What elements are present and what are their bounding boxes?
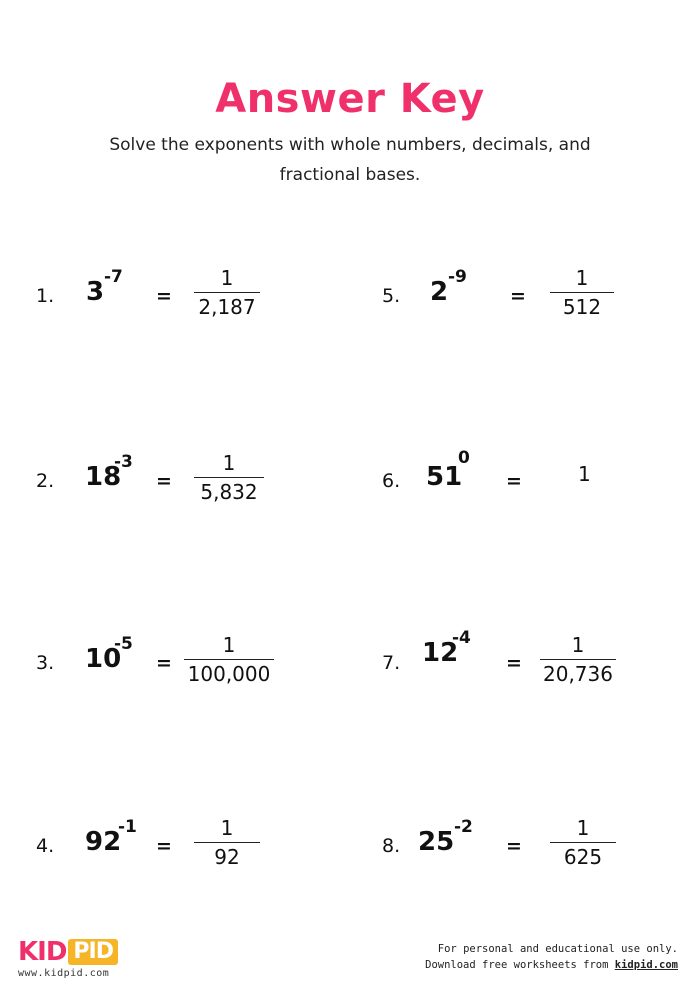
exponent: -2 xyxy=(454,817,473,837)
problem-number: 7. xyxy=(382,652,401,674)
equals-sign: = xyxy=(156,470,172,492)
denominator: 92 xyxy=(214,845,240,869)
logo-wordmark xyxy=(18,938,118,966)
problem-4 xyxy=(36,795,336,875)
download-text: Download free worksheets from xyxy=(425,959,615,971)
numerator: 1 xyxy=(575,266,589,290)
fraction-bar xyxy=(194,477,264,478)
download-note xyxy=(425,957,678,973)
equals-sign: = xyxy=(506,470,522,492)
base: 92 xyxy=(85,827,122,857)
fraction-bar xyxy=(194,292,260,293)
base: 12 xyxy=(422,638,459,668)
usage-note: For personal and educational use only. xyxy=(437,943,678,955)
problem-number: 8. xyxy=(382,835,401,857)
kidpid-logo xyxy=(18,938,118,979)
fraction-bar xyxy=(194,842,260,843)
denominator: 20,736 xyxy=(543,662,613,686)
answer-fraction xyxy=(550,266,614,319)
denominator: 2,187 xyxy=(198,295,256,319)
exponent: -7 xyxy=(104,267,123,287)
exponent: -9 xyxy=(448,267,467,287)
numerator: 1 xyxy=(571,633,585,657)
problem-8 xyxy=(382,795,682,875)
answer-fraction xyxy=(194,816,260,869)
logo-pid: PID xyxy=(68,939,118,965)
equals-sign: = xyxy=(506,652,522,674)
problem-2 xyxy=(36,430,336,510)
numerator: 1 xyxy=(220,266,234,290)
numerator: 1 xyxy=(222,451,236,475)
numerator: 1 xyxy=(576,816,590,840)
exponent: 0 xyxy=(458,448,470,468)
base: 25 xyxy=(418,827,455,857)
problem-1 xyxy=(36,245,336,325)
problem-number: 3. xyxy=(36,652,55,674)
problem-number: 4. xyxy=(36,835,55,857)
exponent: -5 xyxy=(114,634,133,654)
answer-fraction xyxy=(194,451,264,504)
base: 10 xyxy=(85,644,122,674)
problem-6 xyxy=(382,430,682,510)
logo-kid: KID xyxy=(18,937,67,967)
problem-number: 6. xyxy=(382,470,401,492)
kidpid-link[interactable]: kidpid.com xyxy=(614,959,678,971)
denominator: 100,000 xyxy=(187,662,271,686)
fraction-bar xyxy=(540,659,616,660)
instructions: Solve the exponents with whole numbers, decimals, and fractional bases. xyxy=(109,135,591,185)
problem-number: 5. xyxy=(382,285,401,307)
answer-fraction xyxy=(540,633,616,686)
problem-3 xyxy=(36,612,336,692)
logo-url: www.kidpid.com xyxy=(18,968,110,979)
equals-sign: = xyxy=(506,835,522,857)
problem-5 xyxy=(382,245,682,325)
exponent: -4 xyxy=(452,628,471,648)
answer-fraction xyxy=(194,266,260,319)
fraction-bar xyxy=(550,292,614,293)
equals-sign: = xyxy=(510,285,526,307)
problem-number: 1. xyxy=(36,285,55,307)
denominator: 5,832 xyxy=(200,480,258,504)
base: 3 xyxy=(86,277,105,307)
problem-number: 2. xyxy=(36,470,55,492)
equals-sign: = xyxy=(156,285,172,307)
denominator: 512 xyxy=(562,295,602,319)
equals-sign: = xyxy=(156,652,172,674)
answer-fraction xyxy=(550,816,616,869)
problem-7 xyxy=(382,612,682,692)
exponent: -1 xyxy=(118,817,137,837)
base: 51 xyxy=(426,462,463,492)
answer-fraction xyxy=(184,633,274,686)
numerator: 1 xyxy=(222,633,236,657)
fraction-bar xyxy=(184,659,274,660)
footer-note xyxy=(425,941,678,973)
answer-value: 1 xyxy=(578,462,591,486)
denominator: 625 xyxy=(563,845,603,869)
fraction-bar xyxy=(550,842,616,843)
page-title: Answer Key xyxy=(215,76,485,122)
exponent: -3 xyxy=(114,452,133,472)
base: 18 xyxy=(85,462,122,492)
equals-sign: = xyxy=(156,835,172,857)
numerator: 1 xyxy=(220,816,234,840)
base: 2 xyxy=(430,277,449,307)
